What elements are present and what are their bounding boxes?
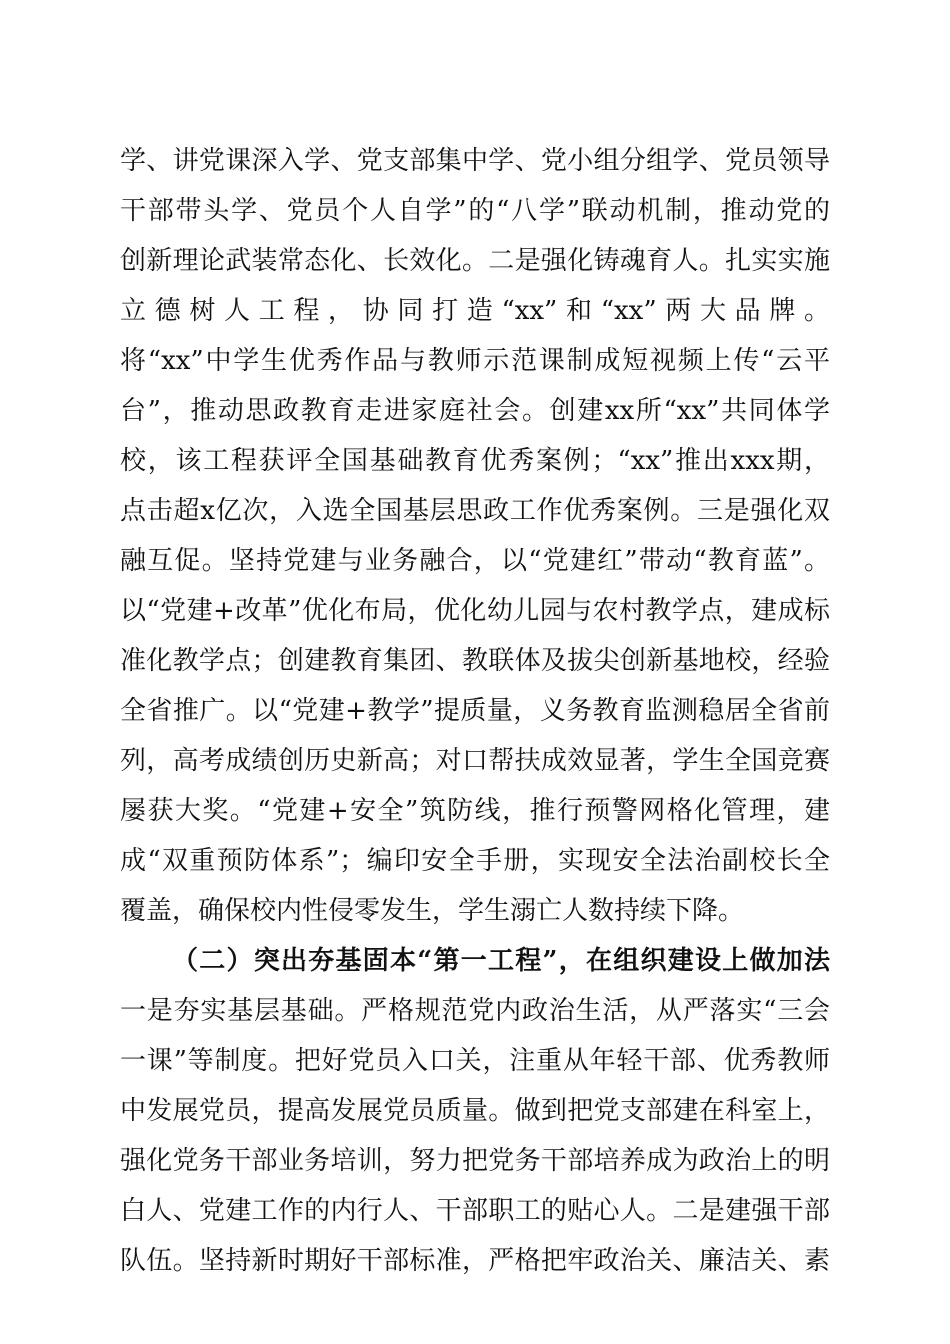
text-line: 覆盖，确保校内性侵零发生，学生溺亡人数持续下降。 xyxy=(120,896,745,926)
text-line: 白人、党建工作的内行人、干部职工的贴心人。二是建强干部 xyxy=(120,1196,830,1226)
text-line: 立德树人工程，协同打造“xx”和“xx”两大品牌。 xyxy=(120,296,830,326)
text-line: 屡获大奖。“党建+安全”筑防线，推行预警网格化管理，建 xyxy=(120,796,830,826)
text-line: 一是夯实基层基础。严格规范党内政治生活，从严落实“三会 xyxy=(120,996,830,1026)
text-line: 校，该工程获评全国基础教育优秀案例；“xx”推出xxx期， xyxy=(120,446,830,476)
text-line: 准化教学点；创建教育集团、教联体及拔尖创新基地校，经验 xyxy=(120,646,830,676)
text-line: 点击超x亿次，入选全国基层思政工作优秀案例。三是强化双 xyxy=(120,496,830,526)
text-line: 以“党建+改革”优化布局，优化幼儿园与农村教学点，建成标 xyxy=(120,596,830,626)
text-line: 中发展党员，提高发展党员质量。做到把党支部建在科室上， xyxy=(120,1096,830,1126)
text-line: 一课”等制度。把好党员入口关，注重从年轻干部、优秀教师 xyxy=(120,1046,830,1076)
text-line: 台”，推动思政教育走进家庭社会。创建xx所“xx”共同体学 xyxy=(120,396,830,426)
text-line: 将“xx”中学生优秀作品与教师示范课制成短视频上传“云平 xyxy=(120,346,830,376)
text-line: 列，高考成绩创历史新高；对口帮扶成效显著，学生全国竞赛 xyxy=(120,746,830,776)
text-line: 队伍。坚持新时期好干部标准，严格把牢政治关、廉洁关、素 xyxy=(120,1246,830,1276)
text-line: 强化党务干部业务培训，努力把党务干部培养成为政治上的明 xyxy=(120,1146,830,1176)
text-line: 创新理论武装常态化、长效化。二是强化铸魂育人。扎实实施 xyxy=(120,246,830,276)
section-heading: （二）突出夯基固本“第一工程”，在组织建设上做加法 xyxy=(172,946,830,976)
text-line: 成“双重预防体系”；编印安全手册，实现安全法治副校长全 xyxy=(120,846,830,876)
text-line: 干部带头学、党员个人自学”的“八学”联动机制，推动党的 xyxy=(120,196,830,226)
text-line: 学、讲党课深入学、党支部集中学、党小组分组学、党员领导 xyxy=(120,146,830,176)
text-line: 融互促。坚持党建与业务融合，以“党建红”带动“教育蓝”。 xyxy=(120,546,830,576)
text-line: 全省推广。以“党建+教学”提质量，义务教育监测稳居全省前 xyxy=(120,696,830,726)
